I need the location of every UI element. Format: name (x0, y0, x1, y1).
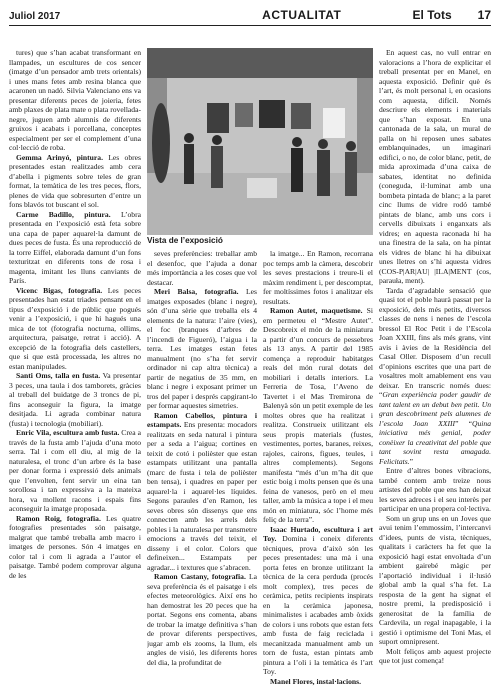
paragraph (9, 514, 141, 581)
paragraph (9, 428, 141, 514)
paragraph (379, 48, 491, 286)
artist-name: Enric Vila, escultura amb fusta. (16, 428, 120, 437)
paragraph (147, 572, 257, 667)
paragraph (9, 48, 141, 153)
paragraph-text: Domina i coneix diferents tècniques, prova d’això són les peces presentades: una mà i una porta fetes en bronze utilitzant la tècnica de la cera perduda (procés molt complex), tres peces de ceràmica, petits recipients inspirats en la ceràmica japonesa, minimalistes i acabades amb òxids de colors i uns robots que estan fets amb fusta de faig reciclada i mecanitzada manualment amb un torn de fusta, estan pintats amb pintura a l’oli i la temàtica és l’art Toy. (263, 534, 373, 676)
artist-name: Vicenc Bigas, fotografia. (16, 285, 103, 295)
section-title: ACTUALITAT (262, 8, 342, 22)
paragraph-text: Molt feliços amb aquest projecte que tot just comença! (379, 646, 491, 665)
paragraph-text: Si em permeteu el “Mestre Autet”. Descobreix el món de la miniatura a partir d’un concurs de pessebres als 13 anys. A partir del 1985 comença a reproduir habitatges reals del món rural dotats del mobiliari i detalls interiors. La Ferreria de Tosa, l’Aveno de Tavertet i el Mas Tremirona de Balenyà són un petit exemple de les moltes obres que ha realitzat i realitza. Construeix utilitzant els seus propis materials (fustes, vestimentes, portes, baranes, reixes, rajoles, cairons, figues, teules, i altres complements). Segons manifesta “més d’un m’ha dit que estic boig i molts pensen que és una feina de vanesos, però en el meu taller, amb la música a tope i el meu món en miniatura, sóc l’home més feliç de la terra”. (263, 306, 373, 524)
page-number: 17 (477, 8, 491, 22)
exhibition-photo-image (147, 48, 373, 235)
paragraph-text: Les obres presentades estan realitzades amb cera d’abella i pigments sobre teles de gran format, la temàtica de les tres peces, flors, plenes de vida que sobresurten d’entre un fons blavós tot buscant el sol. (9, 152, 141, 209)
paragraph-text: En aquest cas, no vull entrar en valoracions a l’hora de explicitar el treball presentat per en Manel, en aquesta exposició. Definir què és l’art, és molt personal i, en ocasions com aquesta, difícil. Només descriure els elements i materials que s’han exposat. En una cantonada de la sala, un mural de palla on hi reposen unes sabates emblanquinades, un imaginari edifici, o no, de color blanc, petit, de mida aproximada d’una caixa de sabates, identitat no definida (conegudа, il·luminat amb una bombeta pintada de blanc; a la paret cinc llums de vidre rodó també pintats de blanc, amb uns cors i cervells dibuixats i enganxats als vidres; en aquesta raconada hi ha una finestra de la sala, on ha pintat els vidres de blanc hi ha dibuixat unes lletres on s’hi aquesta vidres (COS-P|AR|AU| |ILA|MENT (cos, parauła, ment). (379, 48, 491, 285)
paragraph-text: Crea a través de la fusta amb l’ajuda d’una moto serra. Tal i com ell diu, al mig de la naturalesa, el tronc d’un arbre és la base per donar forma i expressió dels animals que l’envolten, fent servir un eina tan sorollosa i tan expressiva a la mateixa hora, va mollent racons i espais fins aconseguir la imatge proposada. (9, 428, 141, 513)
paragraph-text: Tarda d’agradable sensació que quasi tot el poble haurà passat per la exposició, dels més petits, diversos classes de nens i nenes de l’escola bressol El Roc Petit i de l’Escola Joan XXIII, fins als més grans, vint avis i àvies de la Residència del Casal Oller. Disposem d’un recull d’opinions escrites que una part de vosaltres molt amablement ens vau deixar. En transcric només dues: “ (379, 285, 491, 399)
page-header (9, 4, 491, 26)
artist-name: Santi Oms, talla en fusta. (16, 371, 101, 380)
visitor-quote: Quina iniciativa més genial, poder conèixer la creativitat del poble que tant sovint resta amagada. Felicitats. (379, 418, 491, 466)
artist-name: Ramon Castany, fotografia. (154, 572, 246, 581)
magazine-name: El Tots (412, 8, 452, 22)
artist-name: Ramon Cabellos, pintura i estampats. (147, 410, 257, 429)
paragraph (147, 287, 257, 411)
paragraph-text: Va presentar 3 peces, una taula i dos tamborets, gràcies al treball del buidatge de 3 troncs de pi, fins aconseguir la figura, la imatge desitjada. Li agrada combinar natura (fusta) i tecnologia (mobiliari). (9, 371, 141, 428)
paragraph-text: la imatge... En Ramon, recorrana poc temps amb la càmera, descobrir les seves prestacions i treure-li el màxim rendiment i, per descomptat, fer moltíssimes fotos i analitzar els resultats. (263, 249, 373, 306)
artist-name: Ramon Autet, maquetisme. (270, 306, 363, 315)
paragraph (263, 677, 373, 687)
paragraph-text: Som un grup uns en un Joves que avui tenim l’emmossim, l’intercanvi d’idees, punts de vista, tècniques, qualitats i caràcters ha fet que la exposició hagi estat envoltada d’un ambient gairebé màgic per l’aportació individual i il·lusió global amb la qual s’ha fet. La resposta de la gent ha signat el nostre premi, la predisposició i generositat de la família de Cardevila, un regal inapagable, i la gestió i optimisme del Toni Mas, el suport omnipresent. (379, 513, 491, 646)
paragraph: Tarda d’agradable sensació que quasi tot el poble haurà passat per la exposició, dels més petits, diversos classes de nens i nenes de l’escola bressol El Roc Petit i de l’Escola Joan XXIII, fins als més grans, vint avis i àvies de la Residència del Casal Oller. Disposem d’un recull d’opinions escrites que una part de vosaltres molt amablement ens vau deixar. En transcric només dues: “Gran experiència poder gaudir de tant talent en un debut ben petit. Un gran descobriment pels alumnes de l’escola Joan XXIII” “Quina iniciativa més genial, poder conèixer la creativitat del poble que tant sovint resta amagada. Felicitats.” (379, 285, 491, 466)
article-column-1 (9, 48, 141, 688)
paragraph (379, 647, 491, 666)
paragraph (379, 466, 491, 514)
paragraph (379, 514, 491, 647)
paragraph (9, 371, 141, 428)
paragraph-text: Les imatges exposades (blanc i negre), són d’una sèrie que treballa els 4 elements de la natura: l’aire (vies), el foc (branques d’arbres de l’incendi de Figueró), l’aigua i la terra. Les imatges estan fetes manualment (no s’ha fet servir ordinador ni cap altra tècnica) a partir de negatius de 35 mm, en blanc i negre i exposant primer un tros del paper i després capgirant-lo per formar aquestes simetries. (147, 287, 257, 410)
paragraph-text: Les peces presentades han estat triades pensant en el tipus d’exposició i de públic que pogués venir a l’exposició, i que hi hagués una mica de tot (fotografia nocturna, ollims, arquitectura, paisatge, retrat i acció). A excepció de la fotografia dels castellers, que si que està processada, les altres no estan manipulades. (9, 285, 141, 371)
article-column-2 (147, 249, 257, 689)
paragraph (147, 411, 257, 573)
artist-name: Gemma Arinyó, pintura. (16, 152, 103, 162)
paragraph (263, 525, 373, 677)
paragraph (9, 153, 141, 210)
paragraph-text: La seva preferència és el paisatge i els efectes meteorològics. Així ens ho han demostrat les 20 peces que ha portat. Segons ens comenta, abans de trobar la imatge definitiva s’han de provar diferents perspectives, jugar amb els zooms, la llum, els angles de visió, les diferents hores del dia, la profunditat de (147, 572, 257, 667)
article-column-3 (263, 249, 373, 689)
artist-name: Meri Balsa, fotografia. (154, 287, 239, 296)
paragraph-text: Les quatre fotografies presentades són paisatge, malgrat que també treballa amb macro i imatges de persones. Són 4 imatges en color tal i com li agrada a l’autor el paisatge. També podem comprovar alguna de les (9, 513, 141, 580)
paragraph (263, 249, 373, 306)
issue-date: Juliol 2017 (9, 11, 61, 22)
artist-name: Isaac Hurtado, escultura i art Toy. (263, 524, 373, 543)
visitor-quote: Gran experiència poder gaudir de tant talent en un debut ben petit. Un gran descobriment pels alumnes de l’escola Joan XXIII (379, 390, 491, 428)
paragraph-text: tures) que s’han acabat transformant en llampades, un escultures de cos sencer (imatge d’un pensador amb trets orientals) i unes mans fetes amb resina blanca que acaronen un nadó. Silvia Valenciano ens va presentar diferents peces de joieria, fetes amb plaxes de plata mate o plata rovellada-negre, juguen amb alumnis de diferents gruixos i acabats i porcellana, conceptes especialment per ser el complement d’una col·lecció de roba. (9, 48, 141, 152)
article-column-4 (379, 48, 491, 688)
paragraph (9, 210, 141, 286)
artist-name: Carme Badillo, pintura. (16, 209, 111, 219)
paragraph-text: seves preferències: treballar amb el desenfoc, que l’ajuda a donar més importància a les coses que vol destacar. (147, 249, 257, 287)
paragraph (147, 249, 257, 287)
paragraph-text: Entre d’altres bones vibracions, també contem amb treize nous artistes del poble que ens han deixat les seves adreces i el seu interès per participar en una propera col·lectiva. (379, 466, 491, 513)
exhibition-photo (147, 48, 373, 235)
paragraph (9, 286, 141, 372)
artist-name: Manel Flores, instal·lacions. (270, 676, 361, 686)
paragraph-text: L’obra presentada en l’exposició està feta sobre una capa de paper aquarel·la damunt de dues peces de fusta. És una reproducció de la torre Eiffel, elaborada damunt d’un fons texturitzat en diferents tons de rosa i magenta, imitant les lluns canviants de París. (9, 209, 141, 285)
artist-name: Ramon Roig, fotografia. (16, 513, 101, 523)
paragraph (263, 306, 373, 525)
paragraph-text: Ens presenta: mocadors realitzats en seda natural i pintura per a seda a l’aigua; cortines en teixit de cotó i polièster que estan estampats utilitzant una pantalla (marc de fusta i tela de polièster ben tensa), i quadres en paper per aquarel·la i aquarel·les líquides. Segons paraules d’en Ramon, les seves obres són dissenys que ens connecten amb les arrels dels pobles i la naturalesa per transmetre emocions a través del teixit, el disseny i el color. Colors que defineixen... Estampats per agradar... i textures que s’abracen. (147, 420, 257, 572)
photo-caption: Vista de l’exposició (147, 236, 223, 245)
